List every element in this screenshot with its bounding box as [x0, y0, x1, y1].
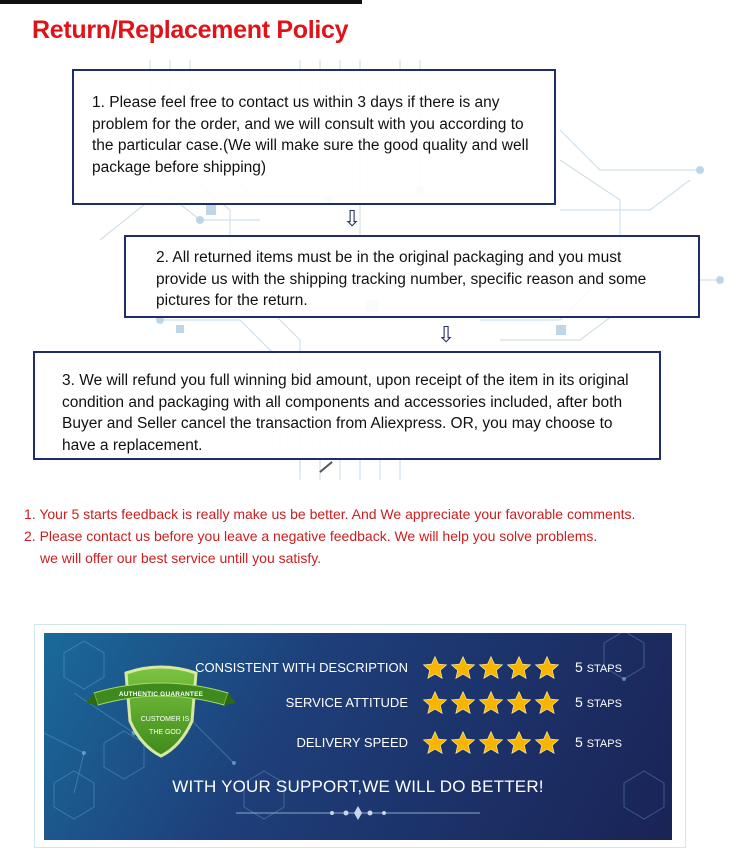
- rating-count-unit: STAPS: [586, 663, 622, 675]
- feedback-note-3: we will offer our best service untill you satisfy.: [40, 550, 322, 566]
- down-arrow-icon: ⇩: [343, 206, 362, 231]
- feedback-note-1: 1. Your 5 starts feedback is really make us be better. And We appreciate your favorable comments.: [24, 506, 636, 522]
- rating-banner: [44, 633, 672, 840]
- badge-text-line-2: THE GOD: [149, 729, 181, 736]
- rating-row: [44, 653, 672, 683]
- rating-count-value: 5: [575, 734, 583, 750]
- star-icon: [422, 730, 448, 756]
- feedback-notes: [24, 503, 635, 569]
- rating-count: [575, 694, 622, 710]
- star-icon: [506, 655, 532, 681]
- slogan-underline: [236, 803, 480, 823]
- rating-label: DELIVERY SPEED: [296, 735, 408, 750]
- star-icon: [450, 690, 476, 716]
- rating-count-unit: STAPS: [586, 698, 622, 710]
- rating-label: CONSISTENT WITH DESCRIPTION: [195, 660, 408, 675]
- star-icon: [478, 655, 504, 681]
- page-title: Return/Replacement Policy: [32, 16, 349, 44]
- policy-step-2: [124, 235, 700, 318]
- policy-step-1: [72, 69, 556, 205]
- rating-count-value: 5: [575, 659, 583, 675]
- rating-row: [44, 728, 672, 758]
- policy-step-2-text: 2. All returned items must be in the original packaging and you must provide us with the shipping tracking number, specific reason and some pictures for the return.: [156, 249, 647, 309]
- star-icon: [422, 690, 448, 716]
- slogan: WITH YOUR SUPPORT,WE WILL DO BETTER!: [172, 777, 544, 796]
- star-icon: [422, 655, 448, 681]
- rating-count-unit: STAPS: [586, 738, 622, 750]
- feedback-note-2: 2. Please contact us before you leave a negative feedback. We will help you solve problems.: [24, 528, 598, 544]
- rating-label: SERVICE ATTITUDE: [285, 695, 408, 710]
- rating-count: [575, 659, 622, 675]
- star-icon: [534, 690, 560, 716]
- rating-count: [575, 734, 622, 750]
- rating-stars: [422, 655, 562, 681]
- policy-step-3-text: 3. We will refund you full winning bid amount, upon receipt of the item in its original condition and packaging with all components and accessories included, after both Buyer and Seller cancel the transaction from Aliexpress. OR, you may choose to have a replacement.: [62, 372, 629, 454]
- top-bar: [0, 0, 362, 4]
- badge-text-line-1: CUSTOMER IS: [140, 716, 190, 723]
- rating-stars: [422, 730, 562, 756]
- star-icon: [450, 730, 476, 756]
- rating-count-value: 5: [575, 694, 583, 710]
- star-icon: [534, 655, 560, 681]
- star-icon: [478, 690, 504, 716]
- star-icon: [534, 730, 560, 756]
- down-arrow-icon: ⇩: [437, 322, 456, 347]
- policy-step-1-text: 1. Please feel free to contact us within 3 days if there is any problem for the order, and we will consult with you according to the particular case.(We will make sure the good quality and well package before shipping): [92, 94, 529, 176]
- rating-row: [44, 688, 672, 718]
- star-icon: [506, 690, 532, 716]
- star-icon: [478, 730, 504, 756]
- star-icon: [450, 655, 476, 681]
- star-icon: [506, 730, 532, 756]
- policy-step-3: [33, 351, 661, 460]
- rating-stars: [422, 690, 562, 716]
- badge-ribbon-text: AUTHENTIC GUARANTEE: [118, 691, 204, 698]
